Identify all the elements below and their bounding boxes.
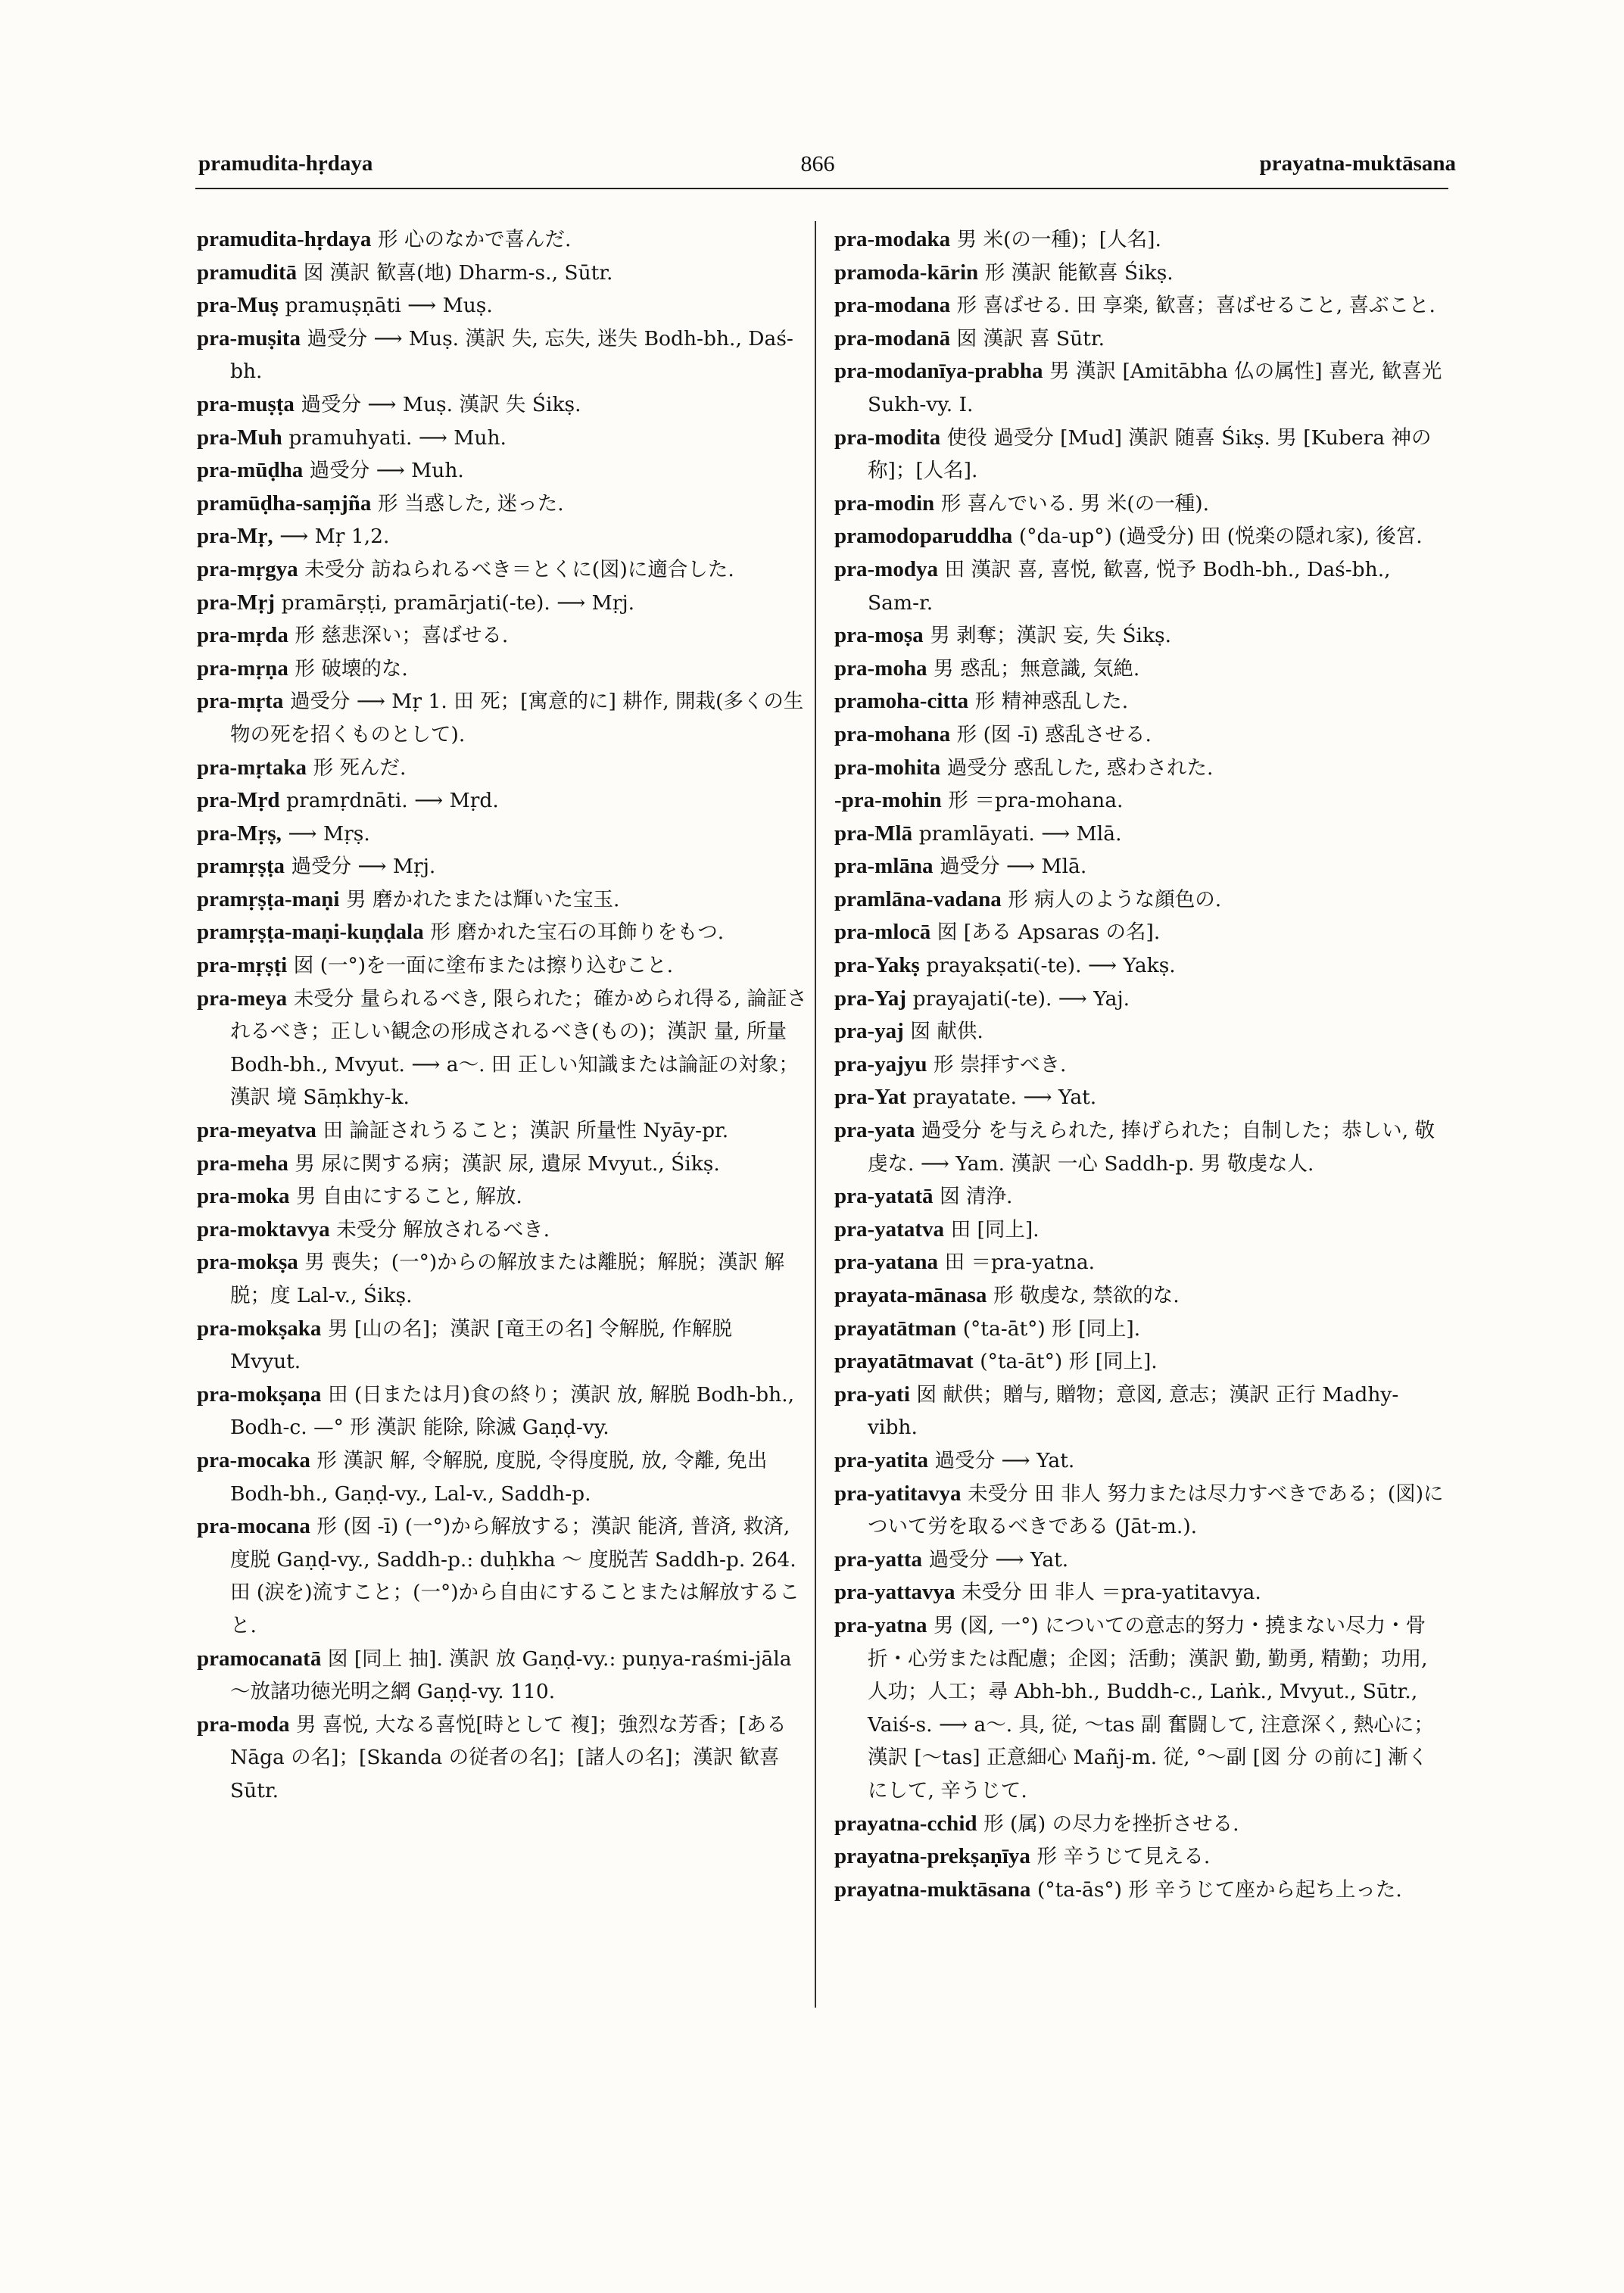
entry-headword: prayata-mānasa — [834, 1283, 987, 1307]
entry-headword: pra-moktavya — [197, 1217, 330, 1242]
dictionary-entry — [197, 983, 807, 1114]
dictionary-entry — [834, 223, 1448, 257]
entry-definition: 男 尿に関する病；漢訳 尿, 遺尿 Mvyut., Śikṣ. — [295, 1151, 720, 1176]
entry-definition: 男 喜悦, 大なる喜悦[時として 複]；強烈な芳香；[ある Nāga の名]；[Skanda の従者の名]；[諸人の名]；漢訳 歓喜 Sūtr. — [230, 1712, 787, 1802]
dictionary-entry — [197, 1379, 807, 1444]
entry-definition: (°ta-āt°) 形 [同上]. — [962, 1316, 1141, 1341]
dictionary-entry — [197, 1643, 807, 1709]
dictionary-entry — [197, 784, 807, 818]
entry-definition: 男 磨かれたまたは輝いた宝玉. — [346, 887, 620, 911]
dictionary-entry — [197, 322, 807, 388]
dictionary-entry — [834, 619, 1448, 653]
dictionary-entry — [834, 1840, 1448, 1874]
entry-definition: 形 慈悲深い；喜ばせる. — [295, 624, 509, 648]
entry-headword: -pra-mohin — [834, 788, 942, 813]
entry-definition: 使役 過受分 [Mud] 漢訳 随喜 Śikṣ. 男 [Kubera 神の称]；[人名]. — [868, 425, 1432, 483]
left-column — [197, 223, 807, 1808]
entry-headword: pra-moha — [834, 656, 927, 681]
entry-headword: pra-mṛta — [197, 689, 284, 714]
dictionary-entry — [834, 818, 1448, 851]
entry-definition: 田 (日または月)食の終り；漢訳 放, 解脱 Bodh-bh., Bodh-c. —° 形 漢訳 能除, 除滅 Gaṇḍ-vy. — [230, 1382, 795, 1440]
entry-headword: pra-Mlā — [834, 821, 913, 846]
entry-definition: 囡 献供；贈与, 贈物；意図, 意志；漢訳 正行 Madhy-vibh. — [868, 1382, 1399, 1440]
header-rule — [195, 188, 1448, 189]
entry-definition: 形 死んだ. — [313, 756, 407, 780]
dictionary-entry — [834, 1444, 1448, 1478]
dictionary-entry — [834, 1313, 1448, 1346]
dictionary-entry — [834, 983, 1448, 1016]
entry-headword: pramlāna-vadana — [834, 886, 1002, 911]
entry-headword: pra-meha — [197, 1151, 288, 1176]
dictionary-entry — [197, 454, 807, 488]
entry-definition: 形 敬虔な, 禁欲的な. — [993, 1284, 1180, 1307]
page-number: 866 — [800, 151, 835, 176]
dictionary-entry — [834, 553, 1448, 619]
dictionary-entry — [197, 653, 807, 686]
entry-headword: pra-muṣita — [197, 326, 301, 350]
entry-definition: pramuṣṇāti ⟶ Muṣ. — [285, 294, 493, 318]
dictionary-entry — [834, 520, 1448, 553]
entry-definition: 男 惑乱；無意識, 気絶. — [934, 656, 1140, 681]
entry-headword: pra-modaka — [834, 227, 951, 251]
entry-headword: pra-Yakṣ — [834, 953, 920, 978]
entry-headword: pra-yatna — [834, 1612, 927, 1637]
right-column — [834, 223, 1448, 1906]
dictionary-entry — [197, 388, 807, 422]
entry-headword: pra-modana — [834, 293, 951, 318]
entry-headword: pra-moṣa — [834, 623, 924, 648]
entry-headword: pra-mocaka — [197, 1447, 310, 1472]
left-guide-word: pramudita-hṛdaya — [198, 151, 373, 176]
entry-definition: 過受分 ⟶ Mlā. — [940, 855, 1087, 879]
entry-headword: pra-modita — [834, 425, 941, 450]
entry-definition: 男 自由にすること, 解放. — [296, 1185, 522, 1209]
entry-headword: pra-mokṣaṇa — [197, 1382, 322, 1407]
entry-definition: 未受分 量られるべき, 限られた；確かめられ得る, 論証されるべき；正しい観念の形成されるべき(もの)；漢訳 量, 所量 Bodh-bh., Mvyut. ⟶ a〜. 田 正しい知識または論証の対象；漢訳 境 Sāṃkhy-k. — [230, 986, 807, 1110]
entry-definition: 形 喜んでいる. 男 米(の一種). — [940, 491, 1210, 516]
entry-headword: pramṛṣṭa — [197, 854, 285, 879]
dictionary-entry — [197, 1510, 807, 1642]
dictionary-entry — [197, 553, 807, 587]
entry-headword: pra-modin — [834, 491, 935, 516]
entry-definition: 過受分 ⟶ Muṣ. 漢訳 失 Śikṣ. — [301, 392, 581, 416]
entry-definition: pramṛdnāti. ⟶ Mṛd. — [286, 789, 499, 813]
entry-definition: 過受分 を与えられた, 捧げられた；自制した；恭しい, 敬虔な. ⟶ Yam. 漢訳 一心 Saddh-p. 男 敬虔な人. — [868, 1119, 1435, 1176]
dictionary-entry — [834, 1048, 1448, 1082]
dictionary-entry — [197, 1313, 807, 1379]
dictionary-entry — [197, 257, 807, 290]
entry-definition: 田 論証されうること；漢訳 所量性 Nyāy-pr. — [323, 1119, 729, 1143]
entry-headword: pra-yajyu — [834, 1051, 927, 1076]
entry-headword: pra-mokṣaka — [197, 1316, 322, 1341]
dictionary-entry — [834, 289, 1448, 322]
entry-definition: 男 [山の名]；漢訳 [竜王の名] 令解脱, 作解脱 Mvyut. — [230, 1316, 732, 1374]
entry-headword: pra-Muh — [197, 425, 282, 450]
entry-headword: pra-mlāna — [834, 854, 934, 879]
dictionary-entry — [834, 1114, 1448, 1180]
entry-headword: pra-Mṛj — [197, 590, 276, 615]
entry-definition: 形 心のなかで喜んだ. — [378, 228, 572, 251]
column-divider — [815, 221, 816, 2008]
entry-headword: pra-Yat — [834, 1085, 907, 1110]
entry-headword: prayatna-muktāsana — [834, 1877, 1031, 1902]
entry-definition: pramārṣṭi, pramārjati(-te). ⟶ Mṛj. — [281, 590, 635, 615]
dictionary-entry — [197, 949, 807, 983]
entry-headword: prayatna-prekṣaṇīya — [834, 1844, 1030, 1869]
dictionary-entry — [834, 1874, 1448, 1907]
entry-definition: 田 ＝pra-yatna. — [944, 1251, 1096, 1275]
dictionary-entry — [834, 257, 1448, 290]
entry-headword: pra-modanā — [834, 326, 951, 350]
entry-headword: pra-meya — [197, 986, 288, 1011]
dictionary-entry — [197, 850, 807, 883]
entry-definition: 過受分 惑乱した, 惑わされた. — [946, 756, 1214, 780]
dictionary-entry — [834, 850, 1448, 883]
entry-definition: 未受分 訪ねられるべき＝とくに(図)に適合した. — [304, 557, 734, 581]
dictionary-entry — [834, 1345, 1448, 1379]
dictionary-entry — [197, 685, 807, 751]
entry-headword: pra-yaj — [834, 1019, 904, 1044]
entry-definition: 未受分 田 非人 努力または尽力すべきである；(図)について労を取るべきである (Jāt-m.). — [868, 1481, 1444, 1539]
entry-definition: 過受分 ⟶ Yat. — [928, 1547, 1069, 1572]
entry-headword: pra-mṛda — [197, 623, 288, 648]
entry-headword: pra-yatatva — [834, 1217, 944, 1242]
dictionary-entry — [834, 422, 1448, 488]
entry-headword: pramoda-kārin — [834, 260, 979, 285]
entry-definition: 囡 漢訳 歓喜(地) Dharm-s., Sūtr. — [303, 260, 613, 285]
entry-definition: (°da-up°) (過受分) 田 (悦楽の隠れ家), 後宮. — [1018, 525, 1423, 549]
entry-headword: prayatātman — [834, 1316, 957, 1341]
dictionary-entry — [197, 1114, 807, 1148]
entry-definition: 形 ＝pra-mohana. — [948, 789, 1124, 813]
entry-definition: 形 病人のような顔色の. — [1008, 887, 1222, 911]
entry-headword: pra-moka — [197, 1184, 290, 1209]
entry-headword: pra-Muṣ — [197, 293, 279, 318]
entry-headword: pra-mohita — [834, 755, 941, 780]
dictionary-entry — [197, 223, 807, 257]
entry-definition: 形 漢訳 能歓喜 Śikṣ. — [984, 260, 1174, 285]
entry-definition: 囡 [ある Apsaras の名]. — [937, 921, 1161, 945]
entry-definition: pramlāyati. ⟶ Mlā. — [918, 821, 1122, 846]
entry-headword: pramodoparuddha — [834, 524, 1013, 549]
entry-definition: 形 辛うじて見える. — [1036, 1845, 1211, 1869]
entry-definition: (°ta-ās°) 形 辛うじて座から起ち上った. — [1037, 1877, 1402, 1902]
entry-definition: 田 [同上]. — [950, 1217, 1040, 1242]
entry-headword: pra-mokṣa — [197, 1250, 298, 1275]
dictionary-entry — [197, 916, 807, 949]
entry-headword: pra-yatita — [834, 1447, 929, 1472]
entry-definition: 囡 漢訳 喜 Sūtr. — [956, 326, 1105, 350]
dictionary-entry — [197, 488, 807, 521]
entry-definition: 囡 清浄. — [940, 1185, 1013, 1209]
entry-headword: pra-mṛṣṭi — [197, 953, 288, 978]
entry-headword: pramūḍha-saṃjña — [197, 491, 372, 516]
entry-definition: 男 喪失；(一°)からの解放または離脱；解脱；漢訳 解脱；度 Lal-v., Śikṣ. — [230, 1251, 785, 1307]
dictionary-entry — [197, 619, 807, 653]
entry-definition: 過受分 ⟶ Muh. — [309, 459, 464, 483]
entry-headword: pramuditā — [197, 260, 298, 285]
dictionary-entry — [197, 1246, 807, 1312]
entry-headword: pra-yatitavya — [834, 1481, 962, 1506]
dictionary-entry — [834, 1015, 1448, 1048]
entry-definition: (°ta-āt°) 形 [同上]. — [980, 1350, 1158, 1374]
dictionary-entry — [834, 685, 1448, 718]
dictionary-entry — [834, 1544, 1448, 1577]
entry-definition: 形 崇拝すべき. — [934, 1052, 1067, 1076]
dictionary-entry — [834, 752, 1448, 785]
dictionary-entry — [834, 883, 1448, 917]
entry-headword: pra-meyatva — [197, 1118, 316, 1143]
entry-definition: 未受分 解放されるべき. — [336, 1217, 550, 1242]
entry-definition: 囡 [同上 抽]. 漢訳 放 Gaṇḍ-vy.: puṇya-raśmi-jāla 〜放諸功徳光明之網 Gaṇḍ-vy. 110. — [230, 1647, 792, 1704]
dictionary-entry — [834, 488, 1448, 521]
dictionary-entry — [197, 818, 807, 851]
entry-definition: 男 (図, 一°) についての意志的努力・撓まない尽力・骨折・心労または配慮；企図；活動；漢訳 勤, 勤勇, 精勤；功用, 人功；人工；尋 Abh-bh., Buddh-c., Laṅk., Mvyut., Sūtr., Vaiś-s. ⟶ a〜. 具, 従, 〜tas 副 奮闘して, 注意深く, 熱心に；漢訳 [〜tas] 正意細心 Mañj-m. 従, °〜副 [図 分 の前に] 漸くにして, 辛うじて. — [868, 1613, 1434, 1802]
entry-definition: 形 磨かれた宝石の耳飾りをもつ. — [430, 921, 725, 945]
entry-definition: prayajati(-te). ⟶ Yaj. — [912, 986, 1130, 1011]
entry-headword: pramṛṣṭa-maṇi — [197, 886, 340, 911]
entry-definition: 形 (囡 -ī) 惑乱させる. — [956, 722, 1152, 746]
entry-definition: 囡 献供. — [910, 1020, 983, 1044]
entry-definition: 形 漢訳 解, 令解脱, 度脱, 令得度脱, 放, 令離, 免出 Bodh-bh., Gaṇḍ-vy., Lal-v., Saddh-p. — [230, 1448, 768, 1506]
entry-definition: prayakṣati(-te). ⟶ Yakṣ. — [926, 954, 1176, 978]
entry-headword: pra-modanīya-prabha — [834, 359, 1043, 384]
entry-definition: ⟶ Mṛṣ. — [288, 821, 370, 846]
dictionary-entry — [834, 355, 1448, 421]
entry-headword: pramṛṣṭa-maṇi-kuṇḍala — [197, 920, 424, 945]
entry-headword: pra-Mṛ, — [197, 524, 273, 549]
dictionary-entry — [834, 916, 1448, 949]
entry-definition: pramuhyati. ⟶ Muh. — [288, 425, 507, 450]
entry-headword: pra-yatatā — [834, 1184, 934, 1209]
entry-definition: 過受分 ⟶ Mṛj. — [291, 855, 436, 879]
dictionary-entry — [197, 520, 807, 553]
entry-definition: 形 精神惑乱した. — [974, 690, 1129, 714]
entry-definition: 形 破壊的な. — [295, 656, 408, 681]
dictionary-entry — [834, 1379, 1448, 1444]
dictionary-entry — [834, 1081, 1448, 1114]
entry-headword: pramocanatā — [197, 1646, 322, 1671]
entry-headword: pra-yata — [834, 1118, 915, 1143]
dictionary-entry — [197, 1213, 807, 1247]
entry-headword: pra-mṛgya — [197, 556, 298, 581]
entry-definition: prayatate. ⟶ Yat. — [912, 1086, 1097, 1110]
dictionary-entry — [197, 1180, 807, 1213]
entry-headword: pra-mocana — [197, 1514, 310, 1539]
dictionary-entry — [834, 1808, 1448, 1841]
entry-headword: pramoha-citta — [834, 689, 969, 714]
entry-headword: pra-yati — [834, 1382, 910, 1407]
dictionary-entry — [834, 1279, 1448, 1313]
entry-headword: pra-yatana — [834, 1250, 938, 1275]
entry-headword: pra-moda — [197, 1712, 290, 1737]
entry-definition: 過受分 ⟶ Muṣ. 漢訳 失, 忘失, 迷失 Bodh-bh., Daś-bh. — [230, 326, 793, 384]
dictionary-entry — [197, 1444, 807, 1510]
dictionary-entry — [834, 1180, 1448, 1213]
dictionary-entry — [834, 322, 1448, 356]
dictionary-entry — [834, 718, 1448, 752]
entry-headword: pra-mūḍha — [197, 458, 304, 483]
dictionary-entry — [197, 587, 807, 620]
dictionary-entry — [834, 784, 1448, 818]
entry-headword: pra-yattavya — [834, 1580, 955, 1605]
dictionary-entry — [197, 752, 807, 785]
dictionary-entry — [834, 1478, 1448, 1544]
dictionary-entry — [834, 1609, 1448, 1808]
dictionary-entry — [197, 1709, 807, 1808]
entry-headword: pra-muṣṭa — [197, 391, 295, 416]
entry-definition: 形 当惑した, 迷った. — [378, 491, 564, 516]
dictionary-entry — [197, 289, 807, 322]
entry-definition: 囡 (一°)を一面に塗布または擦り込むこと. — [293, 954, 674, 978]
entry-headword: pra-mṛtaka — [197, 755, 307, 780]
entry-headword: pra-yatta — [834, 1547, 922, 1572]
right-guide-word: prayatna-muktāsana — [1259, 151, 1456, 176]
entry-definition: 未受分 田 非人 ＝pra-yatitavya. — [962, 1581, 1261, 1605]
dictionary-entry — [197, 883, 807, 917]
entry-definition: 男 漢訳 [Amitābha 仏の属性] 喜光, 歓喜光 Sukh-vy. I. — [868, 360, 1442, 416]
entry-definition: 形 喜ばせる. 田 享楽, 歓喜；喜ばせること, 喜ぶこと. — [956, 294, 1435, 318]
entry-definition: ⟶ Mṛ 1,2. — [279, 525, 390, 549]
dictionary-entry — [834, 949, 1448, 983]
entry-definition: 形 (属) の尽力を挫折させる. — [983, 1812, 1239, 1836]
dictionary-entry — [197, 1148, 807, 1181]
entry-definition: 男 米(の一種)；[人名]. — [956, 228, 1161, 251]
dictionary-entry — [834, 1246, 1448, 1279]
entry-headword: prayatātmavat — [834, 1349, 974, 1374]
entry-definition: 過受分 ⟶ Yat. — [934, 1448, 1075, 1472]
entry-definition: 形 (囡 -ī) (一°)から解放する；漢訳 能済, 普済, 救済, 度脱 Gaṇḍ-vy., Saddh-p.: duḥkha 〜 度脱苦 Saddh-p. 264. 田 (涙を)流すこと；(一°)から自由にすることまたは解放すること. — [230, 1515, 800, 1637]
entry-definition: 男 剥奪；漢訳 妄, 失 Śikṣ. — [930, 624, 1172, 648]
entry-headword: pra-mṛṇa — [197, 656, 288, 681]
entry-headword: pra-Yaj — [834, 986, 907, 1011]
entry-headword: pra-modya — [834, 556, 938, 581]
entry-headword: pramudita-hṛdaya — [197, 227, 372, 251]
dictionary-entry — [197, 422, 807, 455]
dictionary-entry — [834, 653, 1448, 686]
entry-headword: pra-mlocā — [834, 920, 931, 945]
entry-headword: pra-Mṛṣ, — [197, 821, 282, 846]
entry-headword: prayatna-cchid — [834, 1811, 977, 1836]
entry-headword: pra-mohana — [834, 721, 951, 746]
entry-headword: pra-Mṛd — [197, 788, 280, 813]
dictionary-entry — [834, 1576, 1448, 1609]
entry-definition: 過受分 ⟶ Mṛ 1. 田 死；[寓意的に] 耕作, 開栽(多くの生物の死を招くものとして). — [230, 690, 804, 746]
dictionary-entry — [834, 1213, 1448, 1247]
entry-definition: 田 漢訳 喜, 喜悦, 歓喜, 悦予 Bodh-bh., Daś-bh., Sam-r. — [868, 557, 1391, 615]
